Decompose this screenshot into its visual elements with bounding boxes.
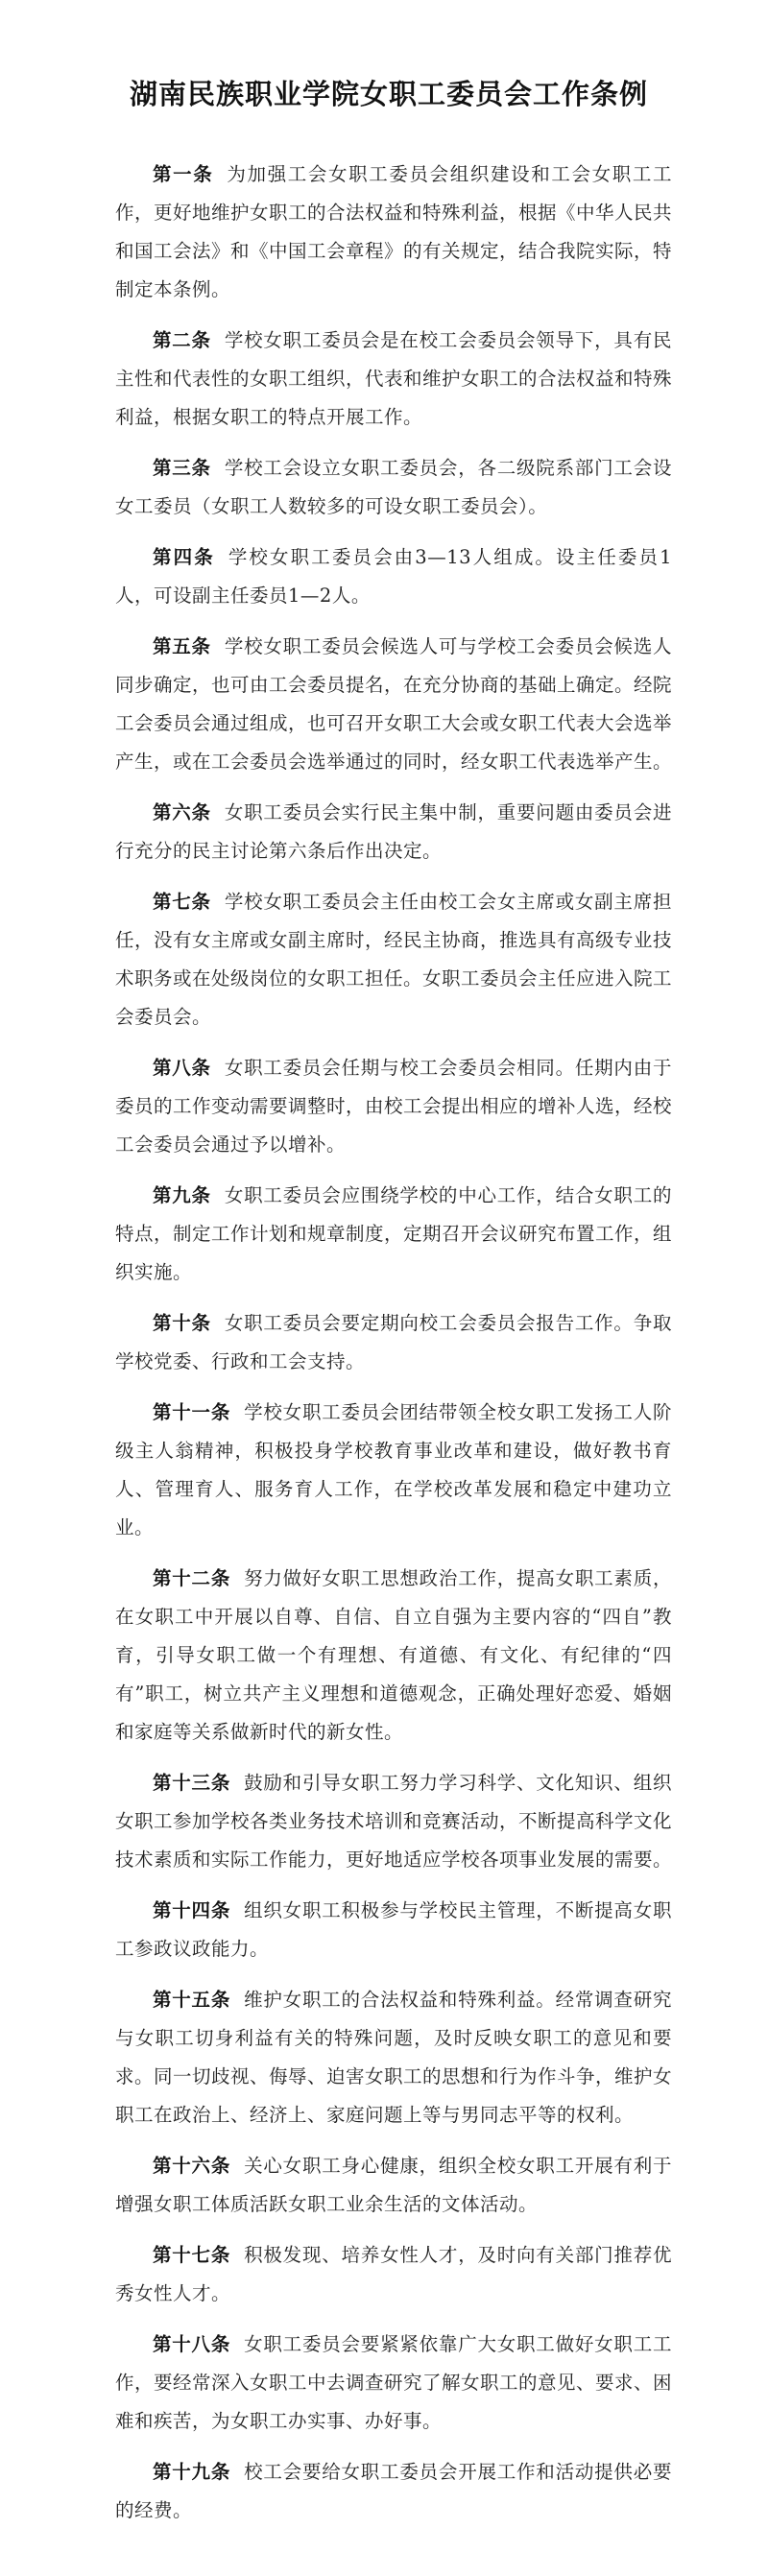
article-17 — [115, 2236, 672, 2313]
article-number: 第五条 — [153, 635, 211, 657]
article-text: 学校女职工委员会是在校工会委员会领导下，具有民主性和代表性的女职工组织，代表和维护女职工的合法权益和特殊利益，根据女职工的特点开展工作。 — [115, 329, 673, 428]
article-6 — [115, 794, 672, 871]
article-text: 学校女职工委员会候选人可与学校工会委员会候选人同步确定，也可由工会委员提名，在充分协商的基础上确定。经院工会委员会通过组成，也可召开女职工大会或女职工代表大会选举产生，或在工会委员会选举通过的同时，经女职工代表选举产生。 — [115, 635, 673, 773]
article-number: 第十七条 — [153, 2244, 231, 2266]
article-3 — [115, 449, 672, 526]
article-text: 学校女职工委员会主任由校工会女主席或女副主席担任，没有女主席或女副主席时，经民主协商，推选具有高级专业技术职务或在处级岗位的女职工担任。女职工委员会主任应进入院工会委员会。 — [115, 891, 673, 1028]
article-number: 第四条 — [153, 546, 215, 568]
article-10 — [115, 1304, 672, 1381]
article-number: 第十二条 — [153, 1567, 231, 1589]
article-text: 积极发现、培养女性人才，及时向有关部门推荐优秀女性人才。 — [115, 2244, 672, 2304]
article-number: 第七条 — [153, 891, 211, 913]
article-number: 第十八条 — [153, 2333, 231, 2355]
article-number: 第十三条 — [153, 1772, 231, 1794]
article-4 — [115, 538, 672, 615]
article-13 — [115, 1764, 672, 1879]
article-16 — [115, 2147, 672, 2224]
article-5 — [115, 628, 672, 781]
article-number: 第十六条 — [153, 2155, 231, 2177]
article-14 — [115, 1892, 672, 1968]
article-text: 学校工会设立女职工委员会，各二级院系部门工会设女工委员（女职工人数较多的可设女职工委员会）。 — [115, 457, 672, 517]
article-19 — [115, 2453, 672, 2530]
article-number: 第八条 — [153, 1057, 211, 1079]
article-11 — [115, 1394, 672, 1547]
article-number: 第二条 — [153, 329, 211, 351]
article-list — [115, 155, 672, 2530]
article-18 — [115, 2326, 672, 2441]
article-text: 校工会要给女职工委员会开展工作和活动提供必要的经费。 — [115, 2461, 672, 2521]
article-15 — [115, 1981, 672, 2135]
article-number: 第九条 — [153, 1184, 211, 1206]
article-number: 第三条 — [153, 457, 211, 479]
article-number: 第一条 — [153, 163, 214, 185]
article-number: 第十四条 — [153, 1899, 231, 1921]
article-text: 学校女职工委员会团结带领全校女职工发扬工人阶级主人翁精神，积极投身学校教育事业改革和建设，做好教书育人、管理育人、服务育人工作，在学校改革发展和稳定中建功立业。 — [115, 1401, 672, 1538]
article-7 — [115, 883, 672, 1037]
article-text: 关心女职工身心健康，组织全校女职工开展有利于增强女职工体质活跃女职工业余生活的文体活动。 — [115, 2155, 672, 2215]
article-number: 第十条 — [153, 1312, 211, 1334]
article-text: 女职工委员会要定期向校工会委员会报告工作。争取学校党委、行政和工会支持。 — [115, 1312, 672, 1372]
article-number: 第十五条 — [153, 1989, 231, 2011]
article-number: 第十九条 — [153, 2461, 231, 2483]
article-text: 学校女职工委员会由3—13人组成。设主任委员1人，可设副主任委员1—2人。 — [115, 546, 672, 607]
article-1 — [115, 155, 672, 309]
article-9 — [115, 1177, 672, 1292]
article-text: 女职工委员会应围绕学校的中心工作，结合女职工的特点，制定工作计划和规章制度，定期召开会议研究布置工作，组织实施。 — [115, 1184, 673, 1283]
article-text: 女职工委员会实行民主集中制，重要问题由委员会进行充分的民主讨论第六条后作出决定。 — [115, 801, 672, 862]
article-text: 努力做好女职工思想政治工作，提高女职工素质，在女职工中开展以自尊、自信、自立自强为主要内容的“四自”教育，引导女职工做一个有理想、有道德、有文化、有纪律的“四有”职工，树立共产主义理想和道德观念，正确处理好恋爱、婚姻和家庭等关系做新时代的新女性。 — [115, 1567, 672, 1743]
article-number: 第十一条 — [153, 1401, 231, 1423]
article-12 — [115, 1560, 672, 1752]
article-2 — [115, 322, 672, 437]
article-text: 组织女职工积极参与学校民主管理，不断提高女职工参政议政能力。 — [115, 1899, 672, 1960]
article-text: 维护女职工的合法权益和特殊利益。经常调查研究与女职工切身利益有关的特殊问题，及时反映女职工的意见和要求。同一切歧视、侮辱、迫害女职工的思想和行为作斗争，维护女职工在政治上、经济上、家庭问题上等与男同志平等的权利。 — [115, 1989, 673, 2126]
article-text: 女职工委员会任期与校工会委员会相同。任期内由于委员的工作变动需要调整时，由校工会提出相应的增补人选，经校工会委员会通过予以增补。 — [115, 1057, 673, 1156]
article-8 — [115, 1049, 672, 1164]
article-text: 女职工委员会要紧紧依靠广大女职工做好女职工工作，要经常深入女职工中去调查研究了解女职工的意见、要求、困难和疾苦，为女职工办实事、办好事。 — [115, 2333, 673, 2432]
article-text: 为加强工会女职工委员会组织建设和工会女职工工作，更好地维护女职工的合法权益和特殊利益，根据《中华人民共和国工会法》和《中国工会章程》的有关规定，结合我院实际，特制定本条例。 — [115, 163, 673, 300]
article-number: 第六条 — [153, 801, 211, 823]
article-text: 鼓励和引导女职工努力学习科学、文化知识、组织女职工参加学校各类业务技术培训和竞赛活动，不断提高科学文化技术素质和实际工作能力，更好地适应学校各项事业发展的需要。 — [115, 1772, 673, 1871]
document-title: 湖南民族职业学院女职工委员会工作条例 — [129, 78, 648, 110]
